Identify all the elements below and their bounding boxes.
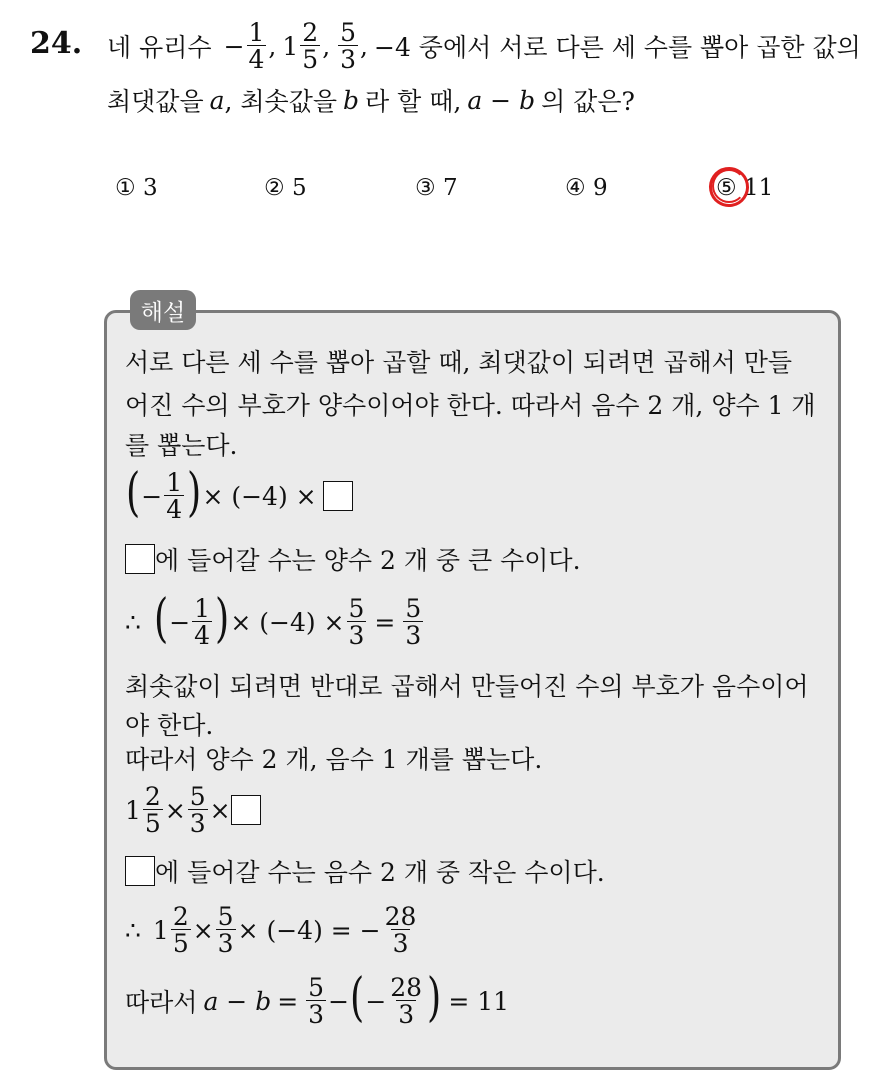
numerator: 28 (384, 902, 417, 931)
numerator: 5 (405, 594, 422, 623)
fraction (192, 596, 212, 648)
expression: a − b (467, 85, 536, 115)
variable-a: a (209, 85, 225, 115)
question-text: 라 할 때, (365, 87, 462, 116)
fraction (188, 784, 208, 836)
choice-2[interactable] (264, 175, 307, 201)
blank-box (323, 481, 353, 511)
minus-sign: − (328, 986, 350, 1016)
numerator: 5 (340, 18, 357, 47)
denominator: 3 (348, 621, 365, 650)
choice-marker: ② (264, 175, 285, 201)
fraction (403, 596, 423, 648)
solution-line: 야 한다. (125, 711, 214, 740)
choice-marker-wrap (716, 175, 744, 201)
fraction (171, 904, 191, 956)
numerator: 1 (194, 594, 211, 623)
equation-3 (125, 780, 261, 840)
denominator: 5 (172, 929, 189, 958)
numerator: 5 (217, 902, 234, 931)
therefore-sign: ∴ (125, 607, 141, 637)
left-paren: ( (126, 463, 141, 523)
solution-line: 최솟값이 되려면 반대로 곱해서 만들어진 수의 부호가 음수이어 (125, 672, 809, 701)
choice-5[interactable] (716, 175, 773, 201)
question-text: 네 유리수 (107, 33, 212, 62)
solution-line: 따라서 양수 2 개, 음수 1 개를 뽑는다. (125, 745, 543, 774)
fraction (216, 904, 236, 956)
left-paren: ( (350, 968, 365, 1028)
question-number: 24. (30, 26, 83, 61)
choice-value: 7 (442, 175, 458, 201)
times-sign: × (209, 795, 231, 825)
denominator: 3 (308, 1000, 325, 1029)
numerator: 5 (189, 782, 206, 811)
fraction (383, 904, 419, 956)
numerator: 1 (166, 468, 183, 497)
mixed-whole: 1 (152, 915, 169, 945)
left-paren: ( (153, 589, 169, 649)
choice-1[interactable] (115, 175, 158, 201)
denominator: 3 (392, 929, 409, 958)
equation-text: × (−4) × (202, 481, 317, 511)
neg-sign: − (169, 607, 191, 637)
equation-4 (125, 900, 420, 960)
equation-text: × (−4) × (230, 607, 345, 637)
denominator: 5 (144, 809, 161, 838)
right-paren: ) (215, 589, 230, 649)
choice-4[interactable] (565, 175, 608, 201)
times-sign: × (164, 795, 186, 825)
fraction (300, 20, 320, 72)
numerator: 2 (172, 902, 189, 931)
solution-tag: 해설 (130, 290, 196, 330)
neg-sign: − (223, 31, 245, 61)
denominator: 3 (405, 621, 422, 650)
solution-line: 어진 수의 부호가 양수이어야 한다. 따라서 음수 2 개, 양수 1 개 (125, 391, 816, 420)
equation-text: × (−4) = − (237, 915, 381, 945)
neg-sign: − (141, 481, 163, 511)
equation-2 (125, 589, 425, 652)
variable-b: b (343, 85, 360, 115)
question-text: 의 값은? (541, 87, 635, 116)
solution-line (125, 853, 605, 889)
equals-sign: = (374, 607, 396, 637)
solution-text: 에 들어갈 수는 음수 2 개 중 작은 수이다. (155, 858, 605, 887)
solution-text: 에 들어갈 수는 양수 2 개 중 큰 수이다. (155, 546, 581, 575)
choice-value: 11 (743, 175, 774, 201)
comma: , (322, 31, 331, 61)
solution-text: 따라서 (125, 988, 198, 1017)
question-line-1 (107, 16, 861, 76)
solution-line: 서로 다른 세 수를 뽑아 곱할 때, 최댓값이 되려면 곱해서 만들 (125, 348, 793, 377)
fraction (143, 784, 163, 836)
blank-box (125, 856, 155, 886)
denominator: 5 (302, 45, 319, 74)
choice-marker: ④ (565, 175, 586, 201)
question-text: 최댓값을 (107, 87, 204, 116)
question-text: , 최솟값을 (224, 87, 338, 116)
solution-line: 를 뽑는다. (125, 431, 238, 460)
numerator: 5 (348, 594, 365, 623)
choice-3[interactable] (415, 175, 458, 201)
choice-marker: ① (115, 175, 136, 201)
fraction (306, 975, 326, 1027)
denominator: 3 (398, 1000, 415, 1029)
neg-sign: − (365, 986, 387, 1016)
numerator: 2 (302, 18, 319, 47)
equals-sign: = (277, 986, 299, 1016)
choice-marker: ③ (415, 175, 436, 201)
numerator: 5 (308, 973, 325, 1002)
fraction (247, 20, 267, 72)
red-circle-mark (712, 169, 746, 203)
blank-box (125, 544, 155, 574)
denominator: 4 (166, 495, 183, 524)
blank-box (231, 795, 261, 825)
fraction (347, 596, 367, 648)
choice-value: 3 (142, 175, 158, 201)
question-line-2 (107, 80, 635, 120)
denominator: 4 (194, 621, 211, 650)
final-result: = 11 (448, 986, 510, 1016)
mixed-whole: 1 (125, 795, 141, 825)
fraction (388, 975, 424, 1027)
comma: , (360, 31, 368, 61)
denominator: 3 (189, 809, 206, 838)
numerator: 1 (248, 18, 265, 47)
equation-1 (125, 463, 353, 526)
choice-marker: ⑤ (716, 175, 737, 201)
denominator: 3 (340, 45, 357, 74)
mixed-whole: 1 (282, 31, 299, 61)
question-text: −4 중에서 서로 다른 세 수를 뽑아 곱한 값의 (374, 33, 861, 62)
numerator: 2 (144, 782, 161, 811)
denominator: 3 (217, 929, 234, 958)
comma: , (268, 31, 277, 61)
solution-line (125, 541, 581, 577)
therefore-sign: ∴ (125, 915, 141, 945)
numerator: 28 (390, 973, 423, 1002)
choice-value: 5 (291, 175, 307, 201)
right-paren: ) (187, 463, 202, 523)
fraction (338, 20, 358, 72)
times-sign: × (192, 915, 214, 945)
expression: a − b (203, 986, 272, 1016)
fraction (164, 470, 184, 522)
denominator: 4 (248, 45, 265, 74)
right-paren: ) (427, 968, 442, 1028)
choice-value: 9 (592, 175, 608, 201)
final-equation (125, 966, 509, 1036)
